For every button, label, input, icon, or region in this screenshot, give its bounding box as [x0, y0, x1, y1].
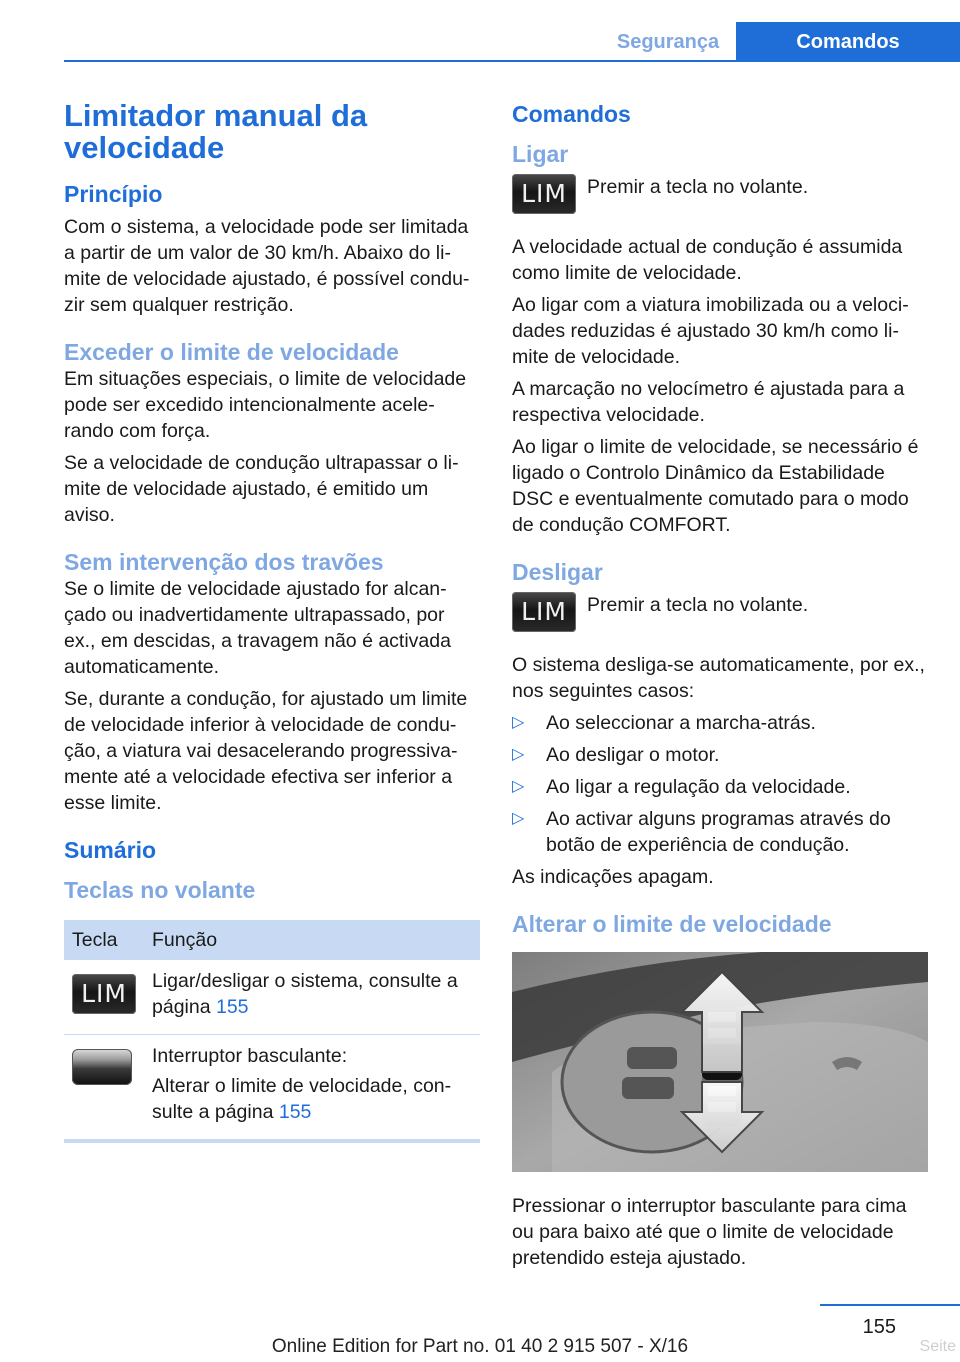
- exceed-heading: Exceder o limite de velocidade: [64, 339, 399, 365]
- exceed-paragraph-1: Em situações especiais, o limite de velocidade pode ser excedido intencionalmente acele-rando com força.: [64, 368, 467, 442]
- rocker-switch-icon: [72, 1049, 132, 1085]
- table-header-function: Função: [144, 920, 480, 960]
- exceed-paragraph-2: Se a velocidade de condução ultrapassar o li-mite de velocidade ajustado, é emitido um aviso.: [64, 452, 459, 526]
- header-rule: [64, 60, 960, 62]
- table-row: [64, 960, 480, 1035]
- page-link[interactable]: 155: [278, 1101, 312, 1123]
- keys-table: [64, 920, 480, 1139]
- steering-wheel-rocker-photo: [512, 952, 928, 1172]
- principle-text: Com o sistema, a velocidade pode ser limitada a partir de um valor de 30 km/h. Abaixo do li-mite de velocidade ajustado, é possível condu-zir sem qualquer restrição.: [64, 216, 470, 316]
- table-header-key: Tecla: [64, 920, 144, 960]
- off-paragraph-2: As indicações apagam.: [512, 866, 714, 888]
- off-list: [512, 710, 928, 858]
- list-item: ▷ Ao desligar o motor.: [512, 744, 720, 766]
- off-heading: Desligar: [512, 559, 603, 585]
- on-key-instruction: [512, 174, 928, 224]
- change-heading: Alterar o limite de velocidade: [512, 911, 832, 937]
- summary-heading: Sumário: [64, 837, 157, 863]
- off-key-instruction: [512, 592, 928, 642]
- lim-key-icon: LIM: [512, 174, 576, 214]
- header-section-current: Comandos: [736, 22, 960, 62]
- page-number: 155: [862, 1316, 896, 1338]
- lim-key-icon: LIM: [512, 592, 576, 632]
- table-row-2-line-1: Interruptor basculante:: [152, 1045, 348, 1067]
- triangle-right-icon: ▷: [512, 778, 525, 795]
- off-paragraph-1: O sistema desliga-se automaticamente, por ex., nos seguintes casos:: [512, 654, 925, 702]
- list-item: ▷ Ao seleccionar a marcha-atrás.: [512, 712, 816, 734]
- principle-heading: Princípio: [64, 181, 163, 207]
- on-key-text: Premir a tecla no volante.: [587, 176, 809, 198]
- edition-footer: Online Edition for Part no. 01 40 2 915 507 - X/16: [271, 1336, 689, 1357]
- triangle-right-icon: ▷: [512, 810, 525, 827]
- change-paragraph: Pressionar o interruptor basculante para cima ou para baixo até que o limite de velocidade pretendido esteja ajustado.: [512, 1195, 907, 1269]
- list-item: ▷ Ao ligar a regulação da velocidade.: [512, 776, 851, 798]
- table-row-1-text: Ligar/desligar o sistema, consulte a página 155: [152, 970, 458, 1018]
- brakes-heading: Sem intervenção dos travões: [64, 549, 384, 575]
- off-key-text: Premir a tecla no volante.: [587, 594, 809, 616]
- right-column: [512, 100, 928, 1277]
- keys-heading: Teclas no volante: [64, 877, 256, 903]
- on-paragraph-3: A marcação no velocímetro é ajustada para a respectiva velocidade.: [512, 378, 905, 426]
- triangle-right-icon: ▷: [512, 714, 525, 731]
- on-heading: Ligar: [512, 141, 569, 167]
- table-row-2-text: Alterar o limite de velocidade, con-sulte a página 155: [152, 1075, 452, 1123]
- header-section-previous: Segurança: [616, 31, 720, 53]
- lim-key-icon: LIM: [72, 974, 136, 1014]
- on-paragraph-4: Ao ligar o limite de velocidade, se necessário é ligado o Controlo Dinâmico da Estabilidade DSC e eventualmente comutado para o modo de condução COMFORT.: [512, 436, 919, 536]
- page-number-rule: [820, 1304, 960, 1306]
- on-paragraph-2: Ao ligar com a viatura imobilizada ou a veloci-dades reduzidas é ajustado 30 km/h como li-mite de velocidade.: [512, 294, 909, 368]
- brakes-paragraph-2: Se, durante a condução, for ajustado um limite de velocidade inferior à velocidade de condu-ção, a viatura vai desacelerando progressiva-mente até a velocidade efectiva ser inferior a esse limite.: [64, 688, 468, 814]
- controls-heading: Comandos: [512, 101, 631, 127]
- on-paragraph-1: A velocidade actual de condução é assumida como limite de velocidade.: [512, 236, 903, 284]
- page-title: Limitador manual da velocidade: [64, 98, 368, 165]
- table-row: [64, 1035, 480, 1140]
- page-link[interactable]: 155: [215, 996, 249, 1018]
- triangle-right-icon: ▷: [512, 746, 525, 763]
- left-column: [64, 100, 480, 1143]
- list-item: ▷ Ao activar alguns programas através do botão de experiência de condução.: [512, 808, 891, 856]
- brakes-paragraph-1: Se o limite de velocidade ajustado for alcan-çado ou inadvertidamente ultrapassado, por ex., em descidas, a travagem não é activada automaticamente.: [64, 578, 451, 678]
- table-bottom-rule: [64, 1139, 480, 1143]
- watermark-text: Seite: [919, 1338, 956, 1355]
